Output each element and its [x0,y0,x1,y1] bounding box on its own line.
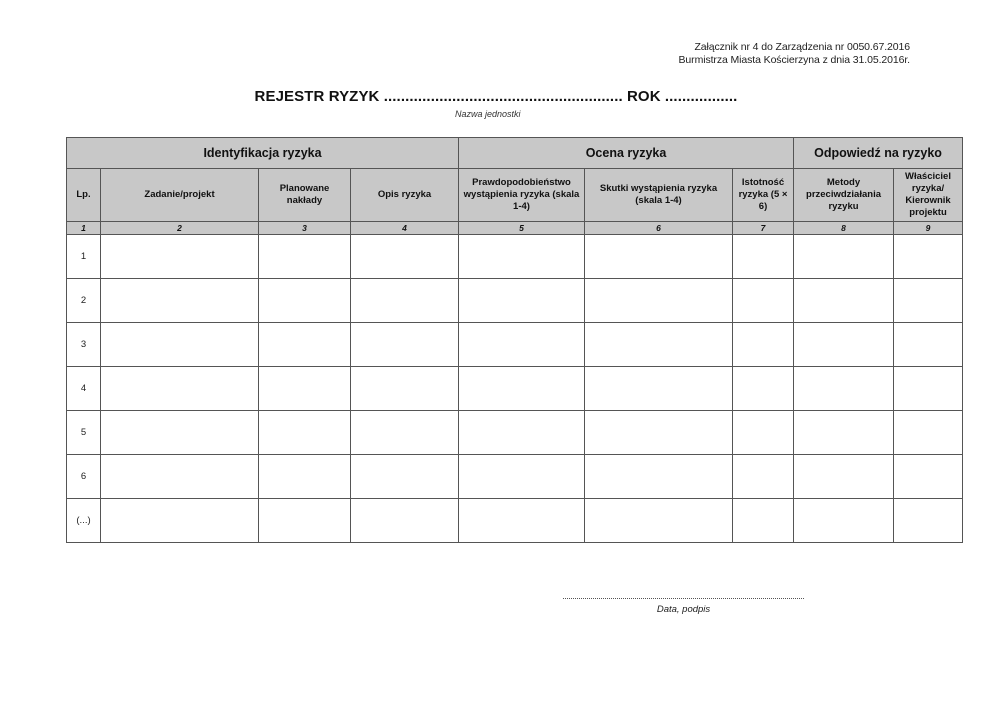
mitigation-cell[interactable] [794,455,894,499]
risk-register-table [66,137,963,543]
task-cell[interactable] [101,279,259,323]
mitigation-cell[interactable] [794,411,894,455]
impact-cell[interactable] [585,455,733,499]
column-header-mitigation: Metody przeciwdziałania ryzyku [794,169,894,222]
table-row [67,455,963,499]
impact-cell[interactable] [585,367,733,411]
probability-cell[interactable] [459,323,585,367]
annex-note [679,41,910,67]
column-number: 7 [733,222,794,235]
task-cell[interactable] [101,323,259,367]
task-cell[interactable] [101,499,259,543]
risk-owner-cell[interactable] [894,455,963,499]
column-number: 8 [794,222,894,235]
column-number: 3 [259,222,351,235]
column-number: 9 [894,222,963,235]
significance-cell[interactable] [733,411,794,455]
column-header-impact: Skutki wystąpienia ryzyka (skala 1-4) [585,169,733,222]
column-header-risk-owner: Właściciel ryzyka/ Kierownik projektu [894,169,963,222]
significance-cell[interactable] [733,367,794,411]
mitigation-cell[interactable] [794,323,894,367]
probability-cell[interactable] [459,235,585,279]
signature-caption: Data, podpis [656,604,711,615]
risk-description-cell[interactable] [351,411,459,455]
column-number: 6 [585,222,733,235]
section-identification: Identyfikacja ryzyka [67,138,459,169]
table-row [67,411,963,455]
page-title: REJESTR RYZYK ........................................................ ROK ................. [254,88,738,105]
task-cell[interactable] [101,367,259,411]
impact-cell[interactable] [585,235,733,279]
table-row [67,499,963,543]
row-number: 4 [67,367,101,411]
section-header-row [67,138,963,169]
annex-line-2: Burmistrza Miasta Kościerzyna z dnia 31.05.2016r. [678,54,910,66]
significance-cell[interactable] [733,279,794,323]
risk-description-cell[interactable] [351,499,459,543]
column-header-planned-expenditure: Planowane nakłady [259,169,351,222]
task-cell[interactable] [101,411,259,455]
significance-cell[interactable] [733,455,794,499]
table-row [67,235,963,279]
risk-description-cell[interactable] [351,279,459,323]
task-cell[interactable] [101,235,259,279]
row-number: 2 [67,279,101,323]
row-number: (...) [67,499,101,543]
unit-name-caption: Nazwa jednostki [455,109,521,119]
planned-expenditure-cell[interactable] [259,235,351,279]
impact-cell[interactable] [585,279,733,323]
impact-cell[interactable] [585,411,733,455]
planned-expenditure-cell[interactable] [259,323,351,367]
signature-line [563,598,804,599]
row-number: 3 [67,323,101,367]
significance-cell[interactable] [733,323,794,367]
probability-cell[interactable] [459,367,585,411]
row-number: 6 [67,455,101,499]
planned-expenditure-cell[interactable] [259,499,351,543]
annex-line-1: Załącznik nr 4 do Zarządzenia nr 0050.67.2016 [694,41,910,53]
risk-owner-cell[interactable] [894,367,963,411]
planned-expenditure-cell[interactable] [259,411,351,455]
column-header-risk-description: Opis ryzyka [351,169,459,222]
impact-cell[interactable] [585,323,733,367]
table-row [67,323,963,367]
risk-owner-cell[interactable] [894,235,963,279]
planned-expenditure-cell[interactable] [259,367,351,411]
probability-cell[interactable] [459,279,585,323]
planned-expenditure-cell[interactable] [259,455,351,499]
table-row [67,279,963,323]
column-number: 5 [459,222,585,235]
section-response: Odpowiedź na ryzyko [794,138,963,169]
section-assessment: Ocena ryzyka [459,138,794,169]
column-header-lp: Lp. [67,169,101,222]
risk-description-cell[interactable] [351,367,459,411]
mitigation-cell[interactable] [794,367,894,411]
risk-owner-cell[interactable] [894,499,963,543]
risk-owner-cell[interactable] [894,279,963,323]
probability-cell[interactable] [459,411,585,455]
row-number: 5 [67,411,101,455]
impact-cell[interactable] [585,499,733,543]
risk-description-cell[interactable] [351,323,459,367]
risk-description-cell[interactable] [351,455,459,499]
mitigation-cell[interactable] [794,499,894,543]
planned-expenditure-cell[interactable] [259,279,351,323]
column-header-row [67,169,963,222]
probability-cell[interactable] [459,499,585,543]
column-number-row [67,222,963,235]
probability-cell[interactable] [459,455,585,499]
significance-cell[interactable] [733,235,794,279]
column-header-significance: Istotność ryzyka (5 × 6) [733,169,794,222]
risk-owner-cell[interactable] [894,411,963,455]
column-header-probability: Prawdopodobieństwo wystąpienia ryzyka (skala 1-4) [459,169,585,222]
table-row [67,367,963,411]
column-number: 1 [67,222,101,235]
column-header-task: Zadanie/projekt [101,169,259,222]
risk-owner-cell[interactable] [894,323,963,367]
row-number: 1 [67,235,101,279]
mitigation-cell[interactable] [794,235,894,279]
risk-description-cell[interactable] [351,235,459,279]
task-cell[interactable] [101,455,259,499]
column-number: 4 [351,222,459,235]
mitigation-cell[interactable] [794,279,894,323]
column-number: 2 [101,222,259,235]
significance-cell[interactable] [733,499,794,543]
